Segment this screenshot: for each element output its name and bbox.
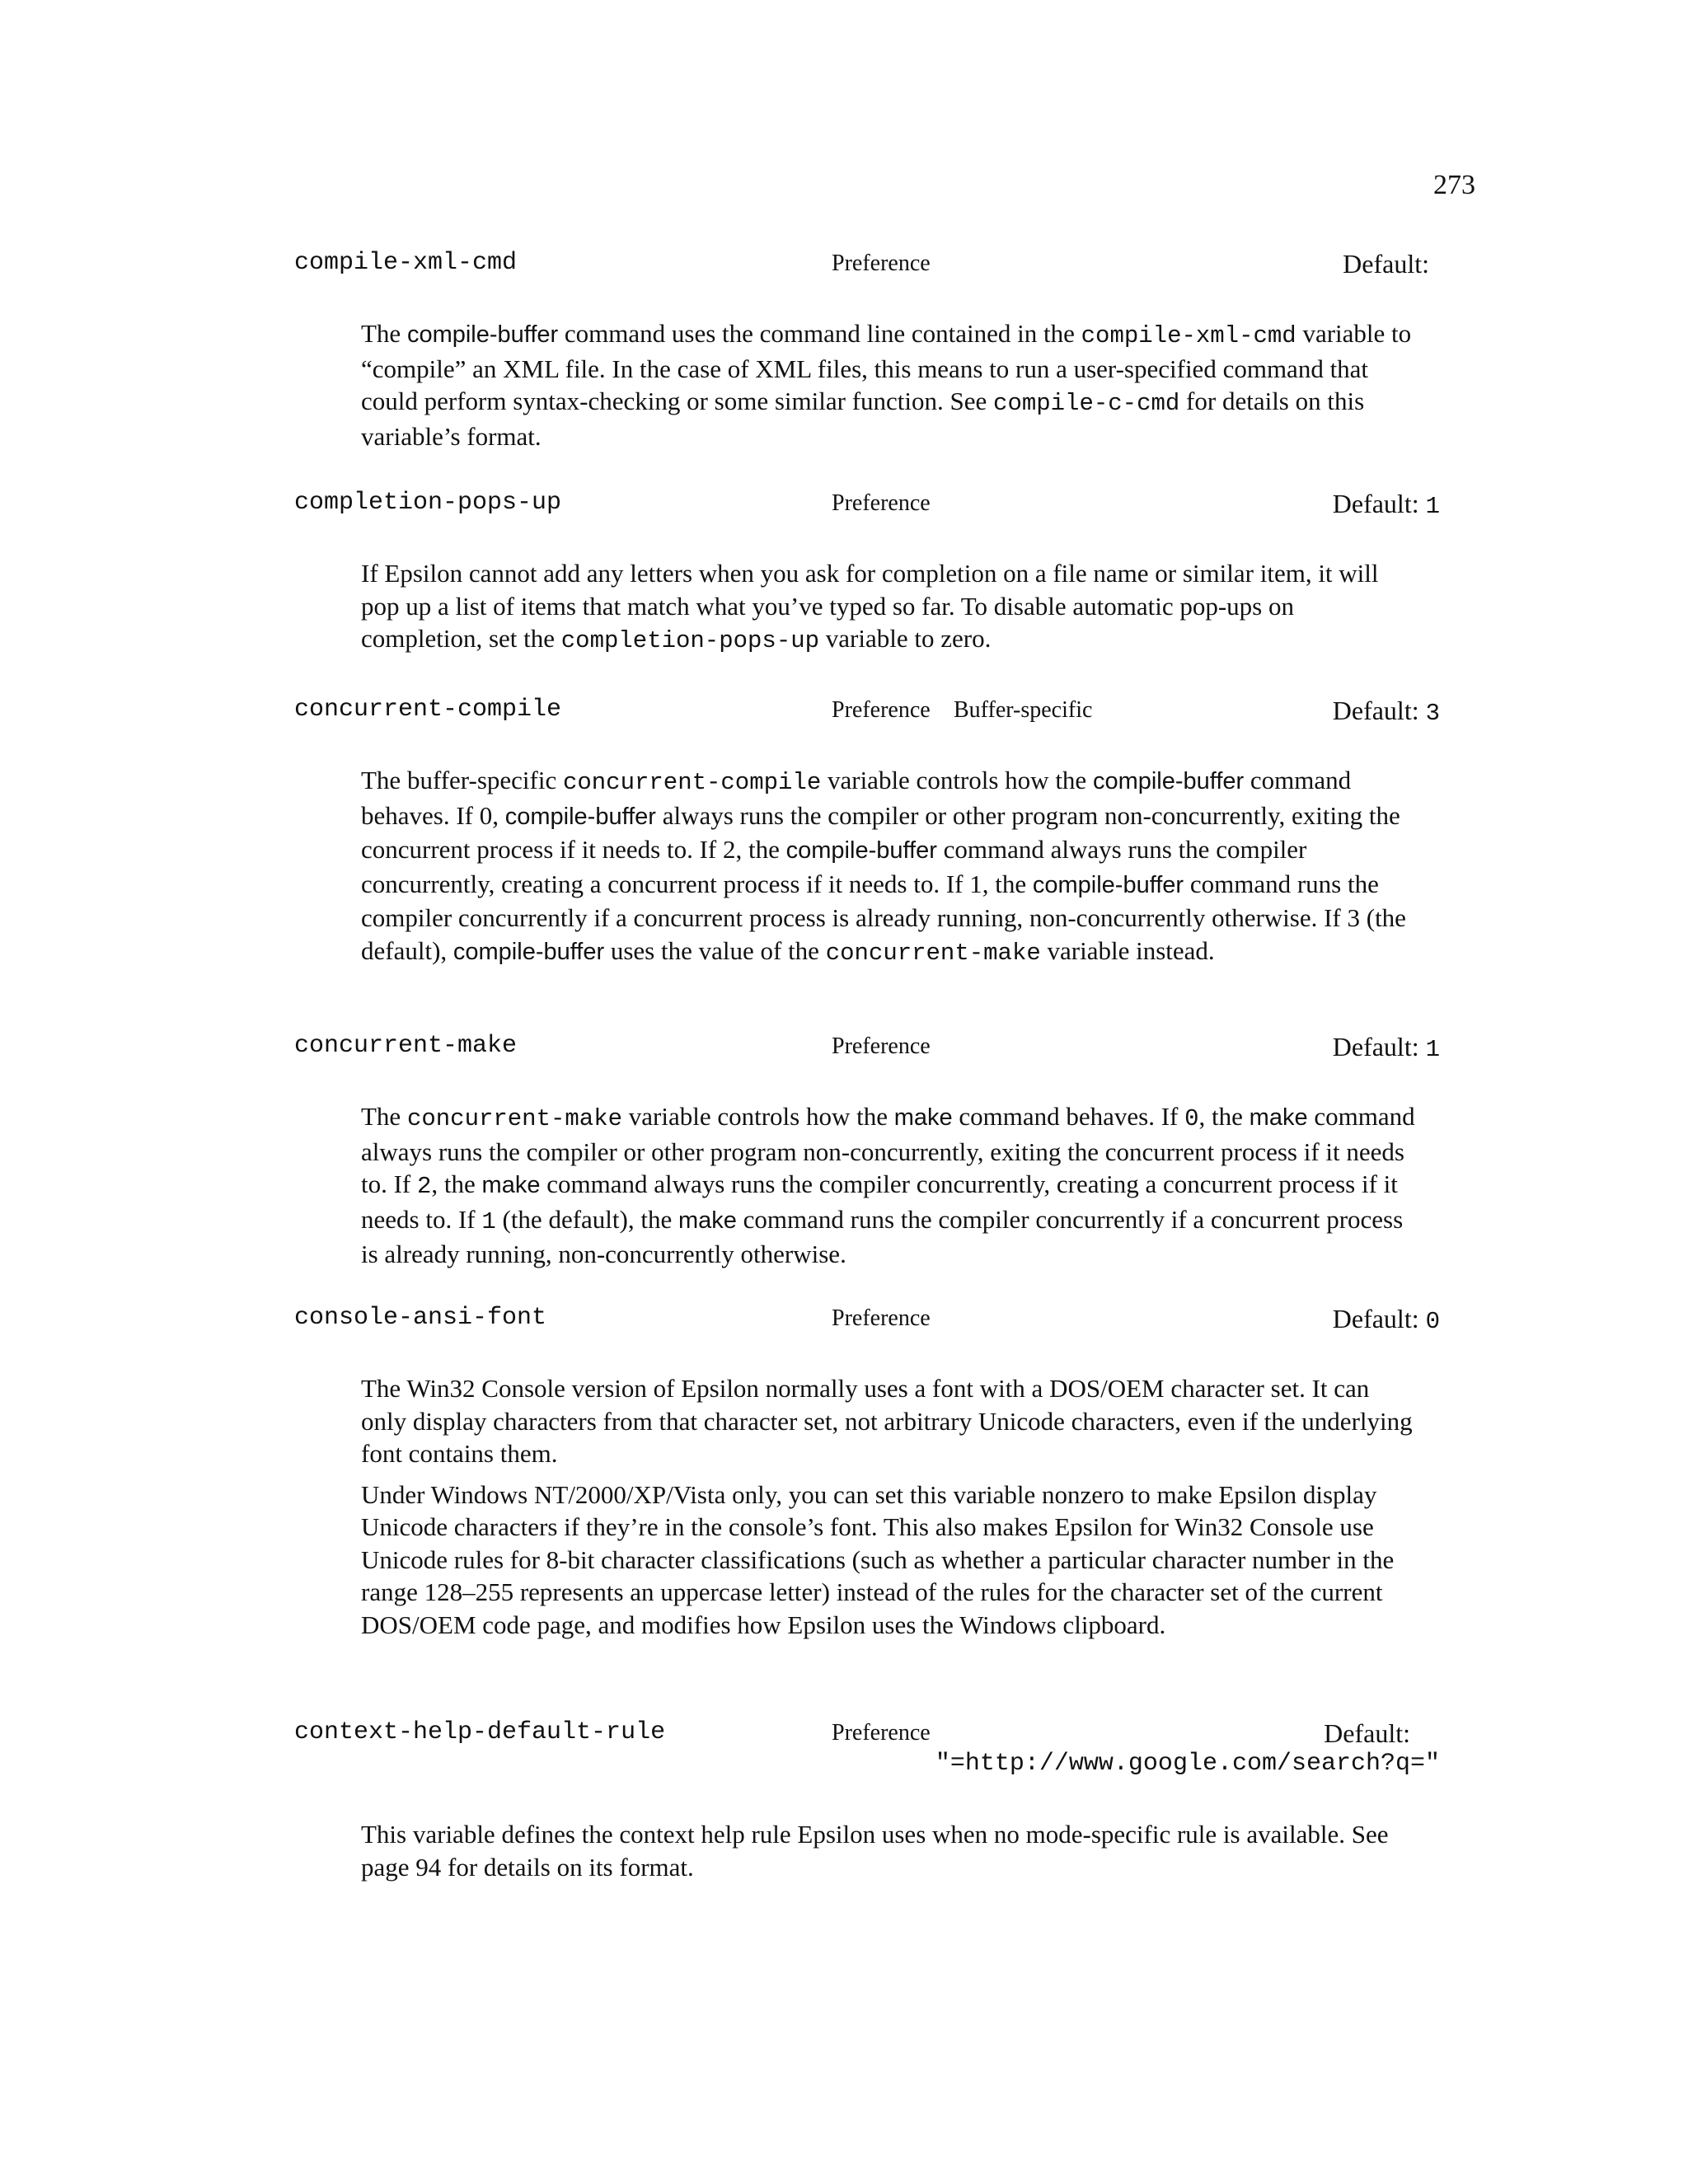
default-label: Default: — [1332, 696, 1426, 725]
default-indicator — [1333, 696, 1440, 727]
code-reference: 1 — [481, 1207, 496, 1235]
text-run: command behaves. If 0, — [361, 766, 1352, 830]
command-reference: make — [1249, 1104, 1308, 1131]
command-reference: compile-buffer — [785, 837, 937, 864]
default-indicator — [1333, 1032, 1440, 1063]
text-run: command always runs the compiler concurrently, creating a concurrent process if it needs to. If — [361, 1169, 1398, 1234]
default-label: Default: — [1332, 1304, 1426, 1333]
entry-header-console-ansi-font — [294, 1304, 1440, 1340]
text-run: variable controls how the — [821, 766, 1093, 794]
text-run: variable instead. — [1040, 935, 1215, 965]
text-run: The Win32 Console version of Epsilon normally uses a font with a DOS/OEM character set. It can only display characters from that character set, not arbitrary Unicode characters, even if the underlying font contains them. — [361, 1374, 1413, 1468]
description-paragraph — [361, 764, 1416, 969]
default-indicator — [1333, 489, 1440, 520]
default-label: Default: — [1332, 489, 1426, 518]
code-reference: completion-pops-up — [560, 627, 820, 654]
variable-kind: Preference — [832, 1720, 931, 1746]
description-paragraph — [361, 1818, 1416, 1883]
text-run: Under Windows NT/2000/XP/Vista only, you can set this variable nonzero to make Epsilon display Unicode characters if they’re in the console’s font. This also makes Epsilon for Win32 Console use Unicode rules for 8-bit character classifications (such as whether a particular character number in the range 128–255 represents an uppercase letter) instead of the rules for the character set of the current DOS/OEM code page, and modifies how Epsilon uses the Windows clipboard. — [361, 1479, 1395, 1639]
code-reference: concurrent-make — [406, 1105, 622, 1132]
text-run: command behaves. If — [952, 1102, 1185, 1131]
entry-header-compile-xml-cmd — [294, 249, 1440, 285]
text-run: command always runs the compiler concurrently, creating a concurrent process if it needs to. If 1, the — [361, 835, 1307, 898]
page-number: 273 — [1433, 170, 1475, 200]
default-value: 1 — [1425, 1036, 1440, 1063]
text-run: variable controls how the — [622, 1102, 894, 1131]
entry-body-context-help-default-rule — [361, 1818, 1416, 1891]
variable-scope: Buffer-specific — [954, 697, 1093, 723]
code-reference: concurrent-compile — [562, 769, 822, 796]
description-paragraph — [361, 557, 1416, 658]
command-reference: compile-buffer — [452, 938, 605, 965]
entry-body-compile-xml-cmd — [361, 317, 1416, 461]
variable-kind: Preference — [832, 1305, 931, 1331]
text-run: always runs the compiler or other program non-concurrently, exiting the concurrent process if it needs to. If 2, the — [361, 800, 1400, 864]
default-label: Default: — [1324, 1718, 1410, 1748]
command-reference: make — [481, 1172, 541, 1198]
text-run: The buffer-specific — [361, 766, 563, 794]
entry-body-console-ansi-font — [361, 1372, 1416, 1649]
entry-header-concurrent-make — [294, 1032, 1440, 1068]
command-reference: make — [893, 1104, 953, 1131]
description-paragraph — [361, 1479, 1416, 1642]
variable-name: context-help-default-rule — [294, 1718, 666, 1746]
text-run: variable to zero. — [819, 624, 992, 653]
default-value: "=http://www.google.com/search?q=" — [935, 1750, 1440, 1778]
entry-body-concurrent-make — [361, 1100, 1416, 1279]
variable-name: concurrent-make — [294, 1032, 518, 1060]
text-run: This variable defines the context help rule Epsilon uses when no mode-specific rule is available. See page 94 for details on its format. — [361, 1820, 1389, 1882]
variable-kind: Preference — [832, 251, 931, 276]
default-label: Default: — [1343, 249, 1429, 279]
description-paragraph — [361, 317, 1416, 452]
text-run: , the — [1198, 1102, 1250, 1131]
command-reference: compile-buffer — [1032, 871, 1184, 898]
description-paragraph — [361, 1100, 1416, 1271]
entry-header-completion-pops-up — [294, 489, 1440, 525]
text-run: (the default), the — [495, 1204, 678, 1234]
command-reference: compile-buffer — [1092, 768, 1245, 794]
text-run: command always runs the compiler or other program non-concurrently, exiting the concurrent process if it needs to. If — [361, 1102, 1415, 1198]
variable-kind: Preference — [832, 697, 931, 723]
variable-kind: Preference — [832, 1033, 931, 1059]
code-reference: compile-xml-cmd — [1081, 322, 1296, 349]
code-reference: compile-c-cmd — [993, 390, 1180, 417]
text-run: If Epsilon cannot add any letters when you ask for completion on a file name or similar item, it will pop up a list of items that match what you’ve typed so far. To disable automatic pop-ups on completion, set the — [361, 559, 1379, 653]
code-reference: 0 — [1184, 1105, 1199, 1132]
variable-name: compile-xml-cmd — [294, 249, 518, 277]
command-reference: compile-buffer — [406, 321, 559, 348]
entry-body-concurrent-compile — [361, 764, 1416, 977]
text-run: , the — [431, 1169, 482, 1198]
variable-name: concurrent-compile — [294, 696, 562, 724]
text-run: uses the value of the — [604, 935, 826, 965]
code-reference: concurrent-make — [825, 939, 1041, 967]
default-value: 1 — [1425, 493, 1440, 520]
code-reference: 2 — [417, 1173, 432, 1200]
text-run: The — [361, 1102, 407, 1131]
default-value: 3 — [1425, 700, 1440, 727]
entry-header-concurrent-compile — [294, 696, 1440, 732]
variable-name: console-ansi-font — [294, 1304, 547, 1332]
text-run: variable to “compile” an XML file. In the case of XML files, this means to run a user-specified command that could perform syntax-checking or some similar function. See — [361, 319, 1412, 415]
default-label: Default: — [1332, 1032, 1426, 1062]
command-reference: make — [678, 1207, 737, 1234]
default-indicator — [1333, 1304, 1440, 1335]
text-run: for details on this variable’s format. — [361, 387, 1365, 451]
variable-kind: Preference — [832, 490, 931, 516]
text-run: command uses the command line contained in the — [558, 319, 1081, 348]
entry-body-completion-pops-up — [361, 557, 1416, 666]
default-value: 0 — [1425, 1308, 1440, 1335]
text-run: command runs the compiler concurrently if a concurrent process is already running, non-concurrently otherwise. If 3 (the default), — [361, 869, 1406, 965]
variable-name: completion-pops-up — [294, 489, 562, 517]
text-run: command runs the compiler concurrently if a concurrent process is already running, non-concurrently otherwise. — [361, 1204, 1404, 1268]
command-reference: compile-buffer — [504, 803, 656, 830]
description-paragraph — [361, 1372, 1416, 1470]
text-run: The — [361, 319, 407, 348]
